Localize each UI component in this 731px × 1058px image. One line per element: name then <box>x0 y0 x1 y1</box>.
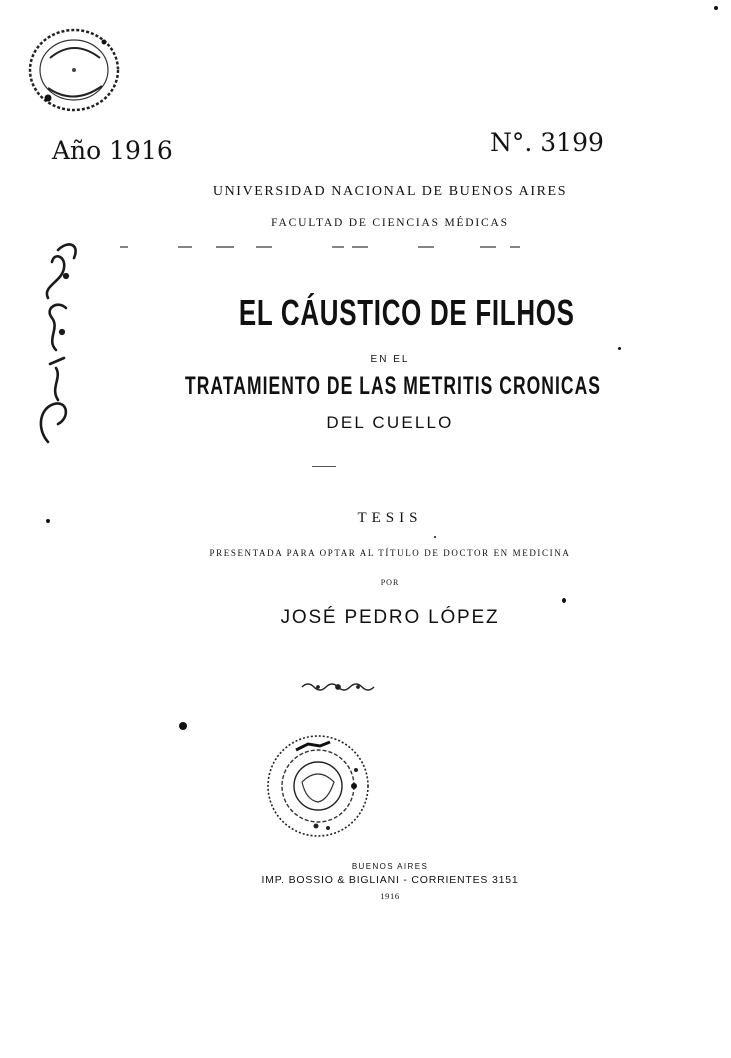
by-label: POR <box>380 578 400 587</box>
imprint-year: 1916 <box>380 891 400 901</box>
subtitle-line-2: DEL CUELLO <box>326 413 454 432</box>
dashed-rule <box>118 244 528 250</box>
scan-speck <box>46 519 50 523</box>
author-name: JOSÉ PEDRO LÓPEZ <box>280 607 500 628</box>
faculty-name: FACULTAD DE CIENCIAS MÉDICAS <box>271 217 509 229</box>
thesis-label: TESIS <box>357 510 423 526</box>
subtitle-line-1: TRATAMIENTO DE LAS METRITIS CRONICAS <box>185 372 601 400</box>
bibliotheca-stamp-icon <box>258 730 378 842</box>
scan-speck <box>179 722 187 730</box>
library-stamp-icon <box>20 18 128 118</box>
catalog-number: N°. 3199 <box>490 128 604 157</box>
scan-speck <box>714 6 718 10</box>
university-name: UNIVERSIDAD NACIONAL DE BUENOS AIRES <box>212 184 568 199</box>
presented-for: PRESENTADA PARA OPTAR AL TÍTULO DE DOCTOR EN MEDICINA <box>209 548 571 558</box>
title-connector: EN EL <box>370 354 410 365</box>
imprint-printer: IMP. BOSSIO & BIGLIANI - CORRIENTES 3151 <box>261 874 519 886</box>
year-label: Año 1916 <box>52 136 173 165</box>
scan-speck <box>562 598 566 603</box>
scan-speck <box>618 347 621 350</box>
imprint-city: BUENOS AIRES <box>351 862 429 871</box>
short-divider <box>312 466 336 467</box>
scan-speck <box>434 536 436 538</box>
ornament-icon <box>298 680 378 694</box>
thesis-title: EL CÁUSTICO DE FILHOS <box>238 292 575 333</box>
